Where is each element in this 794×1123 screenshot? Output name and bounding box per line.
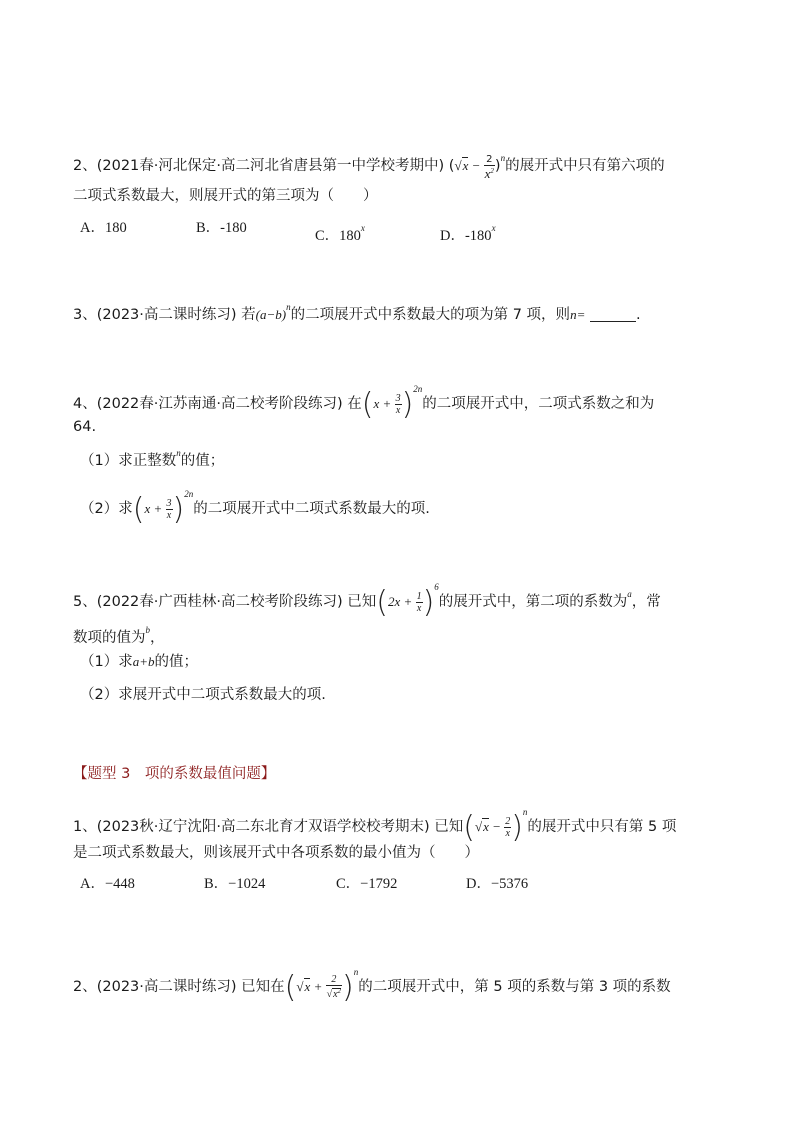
question-3-power: n (286, 302, 291, 312)
question-3-middle: 的二项展开式中系数最大的项为第 7 项，则 (290, 307, 571, 323)
left-paren: ( (361, 387, 374, 422)
sub2-suffix: 的二项展开式中二项式系数最大的项. (193, 501, 430, 517)
question-5-line1: 5、(2022春·广西桂林·高二校考阶段练习) 已知(2x + $\frac{1}{x}$ )$^6$的展开式中，第二项的系数为$^a$，常 (73, 582, 661, 620)
question-5-expr: 2x (388, 594, 401, 609)
question-1b-suffix: 的展开式中只有第 5 项 (527, 819, 677, 835)
option-c-var: x (360, 223, 365, 233)
question-2b-prefix: 2、(2023·高二课时练习) 已知在 (73, 979, 285, 995)
power: 2n (413, 384, 423, 394)
question-3-end: . (635, 307, 641, 323)
option-c (315, 218, 365, 246)
question-2b-suffix: 的二项展开式中，第 5 项的系数与第 3 项的系数 (358, 979, 671, 995)
question-4-x: x (373, 396, 380, 411)
question-5-sub1 (80, 652, 198, 672)
left-paren: ( (463, 810, 475, 845)
question-2b-line1: 2、(2023·高二课时练习) 已知在(√x + $\frac{2}{√x^2}$ )$^n$的二项展开式中，第 5 项的系数与第 3 项的系数 (73, 967, 671, 1005)
right-paren: ) (401, 387, 414, 422)
sub1-suffix: 的值； (180, 453, 225, 469)
question-4-sub1 (80, 443, 224, 471)
question-5-suffix2: ，常 (631, 594, 661, 610)
frac-num: 2 (484, 154, 495, 166)
sub1-prefix: （1）求正整数 (80, 453, 177, 469)
option-d-var: x (491, 223, 496, 233)
option-d (440, 218, 496, 246)
power: 2n (184, 489, 194, 499)
frac-den (484, 166, 495, 179)
line2-prefix: 数项的值为 (73, 630, 146, 646)
right-paren: ) (172, 492, 185, 527)
question-5-line2 (73, 620, 165, 648)
frac-num: 3 (395, 392, 401, 404)
frac-den: $√x^2$ (326, 987, 342, 1000)
power: 6 (434, 582, 439, 592)
frac-den: x (166, 509, 172, 521)
var-a: a (627, 589, 632, 599)
sub2-prefix: （2）求 (80, 501, 133, 517)
fraction (484, 154, 495, 179)
question-3-eq: = (576, 307, 586, 322)
fraction (416, 591, 423, 614)
option-a: A．180 (80, 220, 127, 236)
question-3-prefix: 3、(2023·高二课时练习) 若 (73, 307, 256, 323)
frac-den: x (416, 602, 422, 614)
question-1b-prefix: 1、(2023秋·辽宁沈阳·高二东北育才双语学校校考期末) 已知 (73, 819, 464, 835)
question-2a-line1: 2、(2021春·河北保定·高二河北省唐县第一中学校考期中) (√x − $\frac{2}{x^2}$ )$^n$的展开式中只有第六项的 (73, 153, 665, 181)
question-5-suffix: 的展开式中，第二项的系数为 (438, 594, 628, 610)
option-c: C．−1792 (336, 876, 398, 892)
question-4-sub2: （2）求(x + $\frac{3}{x}$ )$^{2n}$的二项展开式中二项式系数最大的项. (80, 489, 430, 527)
option-c-label: C．180 (315, 228, 361, 244)
section-heading: 【题型 3 项的系数最值问题】 (73, 766, 276, 782)
sub1-expr: a+b (132, 654, 155, 669)
frac-den-base: x (484, 165, 491, 181)
option-b: B．−1024 (204, 876, 266, 892)
answer-blank (590, 307, 636, 322)
sub1-var: n (176, 448, 181, 458)
right-paren: ) (422, 585, 435, 620)
line2-suffix: ， (150, 630, 165, 646)
question-2a-prefix: 2、(2021春·河北保定·高二河北省唐县第一中学校考期中) ( (73, 158, 455, 174)
frac-num: 3 (166, 497, 172, 509)
question-4-line2: 64. (73, 419, 97, 435)
fraction (326, 974, 342, 1000)
fraction (395, 393, 402, 416)
frac-den: x (395, 404, 401, 416)
frac-num: 2 (505, 815, 511, 827)
sub1-prefix: （1）求 (80, 654, 133, 670)
frac-den: x (505, 827, 510, 839)
question-4-prefix: 4、(2022春·江苏南通·高二校考阶段练习) 在 (73, 396, 362, 412)
question-5-prefix: 5、(2022春·广西桂林·高二校考阶段练习) 已知 (73, 594, 377, 610)
question-3-expr: (a−b) (255, 307, 287, 322)
question-4-suffix: 的二项展开式中，二项式系数之和为 (422, 396, 655, 412)
frac-num: 2 (326, 974, 342, 986)
option-d-label: D．-180 (440, 228, 492, 244)
question-2a-suffix: 的展开式中只有第六项的 (505, 158, 665, 174)
frac-num: 1 (416, 590, 422, 602)
sqrt-x: x (304, 979, 311, 994)
question-2a-line2: 二项式系数最大，则展开式的第三项为（ ） (73, 188, 378, 204)
question-1b-line1: 1、(2023秋·辽宁沈阳·高二东北育才双语学校校考期末) 已知(√x − $\frac{2}{x}$ )$^n$的展开式中只有第 5 项 (73, 807, 677, 845)
power: n (353, 967, 359, 977)
left-paren: ( (132, 492, 145, 527)
option-a: A．−448 (80, 876, 135, 892)
question-4-x: x (144, 501, 151, 516)
frac-den-exp: 2 (337, 987, 342, 995)
question-3-var: n (570, 307, 577, 322)
left-paren: ( (376, 585, 388, 620)
right-paren: ) (511, 810, 523, 845)
frac-den-base: x (333, 989, 338, 1000)
right-paren: ) (342, 970, 354, 1005)
option-d: D．−5376 (466, 876, 529, 892)
fraction (166, 498, 173, 521)
power: n (500, 153, 506, 163)
sqrt-x: x (462, 158, 469, 173)
question-1b-line2: 是二项式系数最大，则该展开式中各项系数的最小值为（ ） (73, 845, 479, 861)
question-3 (73, 297, 641, 325)
power: n (522, 807, 528, 817)
frac-den-exp: 2 (490, 166, 494, 175)
sqrt-x: x (483, 819, 489, 834)
left-paren: ( (284, 970, 297, 1005)
sub1-suffix: 的值； (154, 654, 199, 670)
option-b: B．-180 (196, 220, 247, 236)
var-b: b (145, 625, 150, 635)
question-5-sub2: （2）求展开式中二项式系数最大的项. (80, 687, 326, 703)
question-4-line1: 4、(2022春·江苏南通·高二校考阶段练习) 在(x + $\frac{3}{x}$ )$^{2n}$的二项展开式中，二项式系数之和为 (73, 384, 655, 422)
